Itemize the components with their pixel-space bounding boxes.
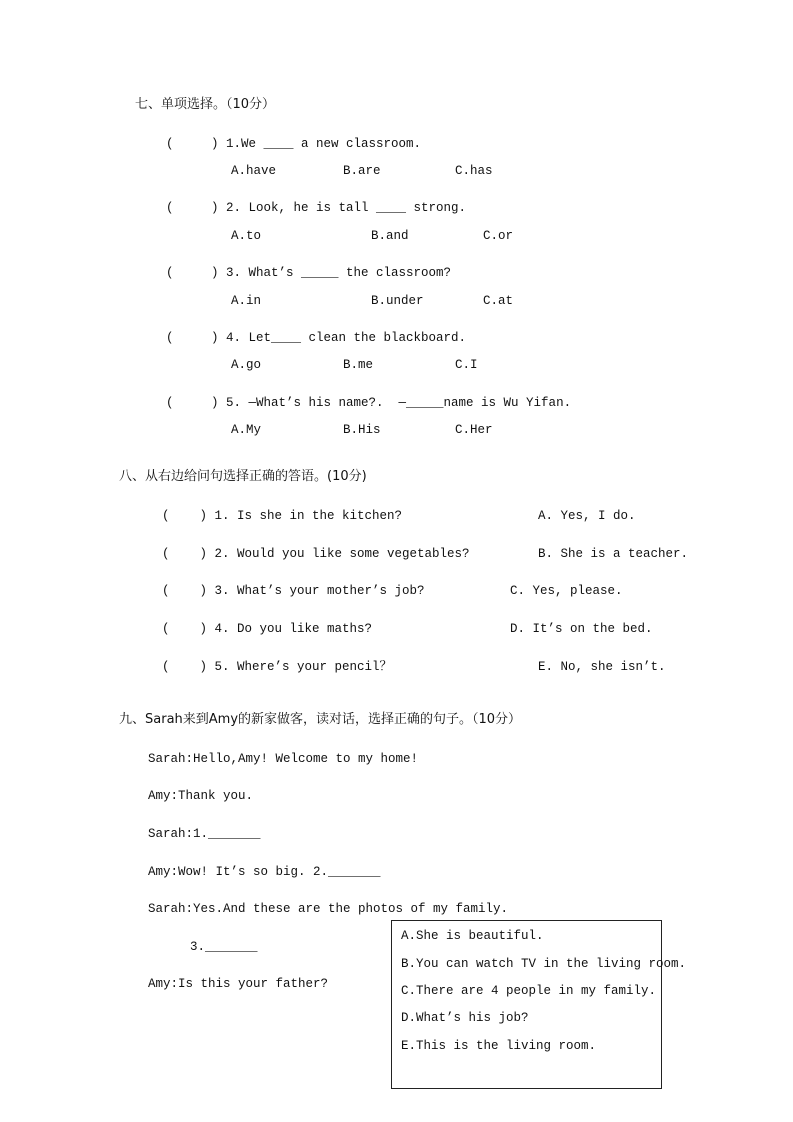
question-stem: ( ) 3. What’s _____ the classroom? [166,266,452,280]
matching-question: ( ) 4. Do you like maths? [162,622,373,636]
option-c: C.or [483,229,514,243]
question-stem: ( ) 4. Let____ clean the blackboard. [166,331,467,345]
option-item: A.She is beautiful. [401,929,544,943]
option-b: B.and [371,229,409,243]
dialogue-line: Sarah:1._______ [148,827,261,841]
option-a: A.in [231,294,262,308]
dialogue-line: 3._______ [190,940,258,954]
matching-answer: E. No, she isn’t. [538,660,666,674]
option-c: C.has [455,164,493,178]
question-stem: ( ) 5. —What’s his name?. —_____name is Wu Yifan. [166,396,572,410]
option-item: C.There are 4 people in my family. [401,984,657,998]
matching-question: ( ) 1. Is she in the kitchen? [162,509,403,523]
matching-question: ( ) 3. What’s your mother’s job? [162,584,425,598]
option-c: C.at [483,294,514,308]
matching-answer: A. Yes, I do. [538,509,636,523]
section-7-heading: 七、单项选择。（10分） [135,97,276,112]
option-b: B.me [343,358,374,372]
dialogue-line: Amy:Is this your father? [148,977,329,991]
dialogue-line: Amy:Wow! It’s so big. 2._______ [148,865,381,879]
matching-answer: D. It’s on the bed. [510,622,653,636]
option-a: A.have [231,164,277,178]
option-a: A.My [231,423,262,437]
options-box [391,920,687,1089]
option-item: B.You can watch TV in the living room. [401,957,687,971]
dialogue-line: Sarah:Hello,Amy! Welcome to my home! [148,752,419,766]
question-stem: ( ) 2. Look, he is tall ____ strong. [166,201,467,215]
option-c: C.I [455,358,478,372]
section-8-heading: 八、从右边给问句选择正确的答语。(10分) [119,469,367,484]
dialogue-line: Sarah:Yes.And these are the photos of my family. [148,902,509,916]
option-item: D.What’s his job? [401,1011,529,1025]
option-b: B.are [343,164,381,178]
matching-question: ( ) 2. Would you like some vegetables? [162,547,470,561]
option-b: B.under [371,294,424,308]
dialogue-line: Amy:Thank you. [148,789,254,803]
section-9-heading: 九、Sarah来到Amy的新家做客，读对话，选择正确的句子。（10分） [119,712,522,727]
matching-question: ( ) 5. Where’s your pencil？ [162,660,393,674]
option-item: E.This is the living room. [401,1039,597,1053]
matching-answer: B. She is a teacher. [538,547,689,561]
question-stem: ( ) 1.We ____ a new classroom. [166,137,422,151]
option-a: A.go [231,358,262,372]
option-b: B.His [343,423,381,437]
option-a: A.to [231,229,262,243]
matching-answer: C. Yes, please. [510,584,623,598]
option-c: C.Her [455,423,493,437]
